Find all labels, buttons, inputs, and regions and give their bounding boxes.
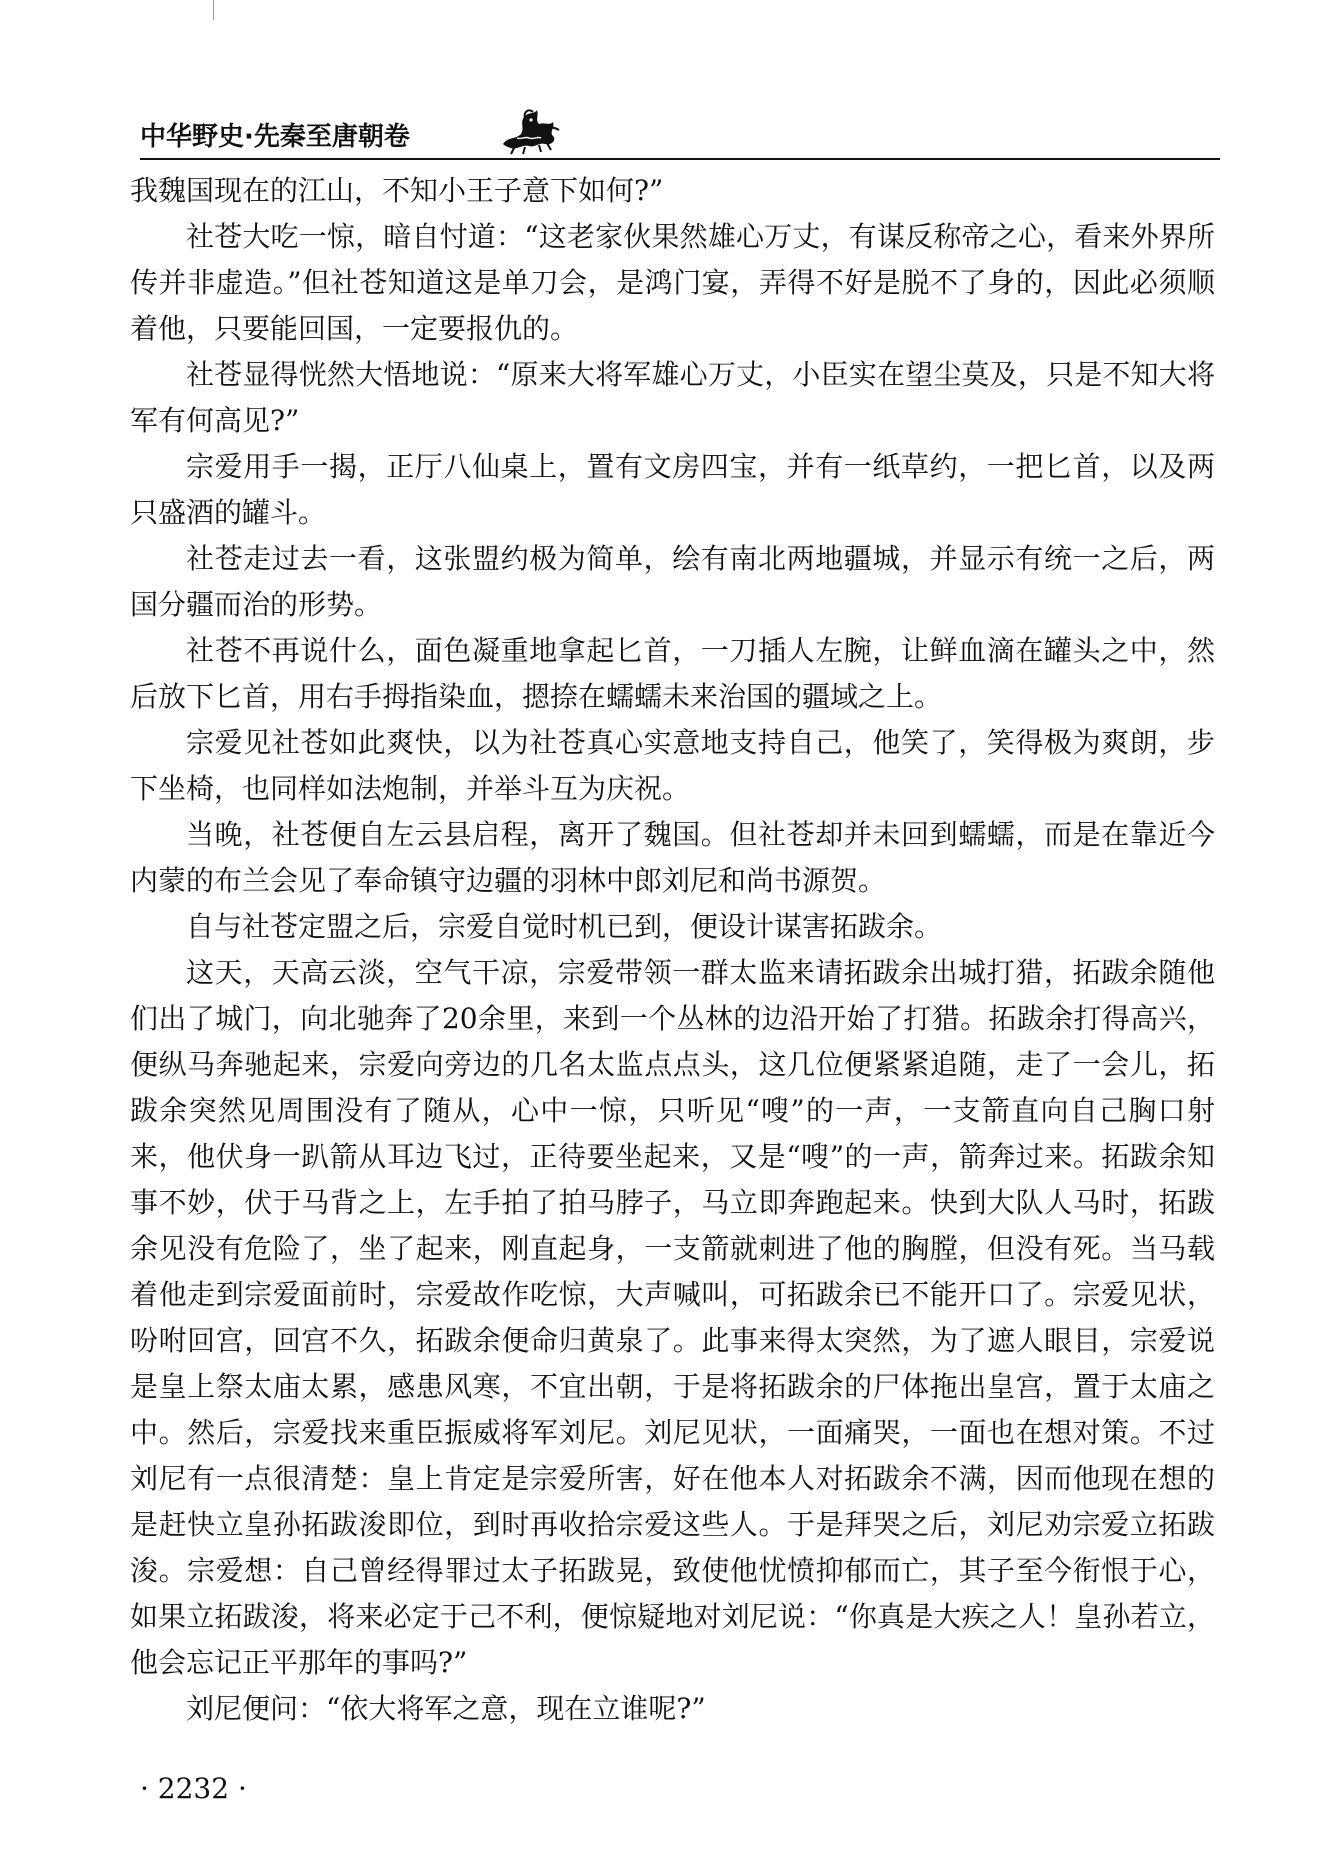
paragraph: 这天，天高云淡，空气干凉，宗爱带领一群太监来请拓跋余出城打猎，拓跋余随他们出了城门，向北驰奔了20余里，来到一个丛林的边沿开始了打猎。拓跋余打得高兴，便纵马奔驰起来，宗爱向旁边的几名太监点点头，这几位便紧紧追随，走了一会儿，拓跋余突然见周围没有了随从，心中一惊，只听见“嗖”的一声，一支箭直向自己胸口射来，他伏身一趴箭从耳边飞过，正待要坐起来，又是“嗖”的一声，箭奔过来。拓跋余知事不妙，伏于马背之上，左手拍了拍马脖子，马立即奔跑起来。快到大队人马时，拓跋余见没有危险了，坐了起来，刚直起身，一支箭就刺进了他的胸膛，但没有死。当马载着他走到宗爱面前时，宗爱故作吃惊，大声喊叫，可拓跋余已不能开口了。宗爱见状，吩咐回宫，回宫不久，拓跋余便命归黄泉了。此事来得太突然，为了遮人眼目，宗爱说是皇上祭太庙太累，感患风寒，不宜出朝，于是将拓跋余的尸体拖出皇宫，置于太庙之中。然后，宗爱找来重臣振威将军刘尼。刘尼见状，一面痛哭，一面也在想对策。不过刘尼有一点很清楚：皇上肯定是宗爱所害，好在他本人对拓跋余不满，因而他现在想的是赶快立皇孙拓跋浚即位，到时再收拾宗爱这些人。于是拜哭之后，刘尼劝宗爱立拓跋浚。宗爱想：自己曾经得罪过太子拓跋晃，致使他忧愤抑郁而亡，其子至今衔恨于心，如果立拓跋浚，将来必定于己不利，便惊疑地对刘尼说：“你真是大疾之人！皇孙若立，他会忘记正平那年的事吗?” (130, 956, 1215, 1679)
paragraph: 社苍走过去一看，这张盟约极为简单，绘有南北两地疆城，并显示有统一之后，两国分疆而治的形势。 (130, 542, 1215, 621)
paragraph: 刘尼便问：“依大将军之意，现在立谁呢?” (186, 1692, 706, 1725)
paragraph: 自与社苍定盟之后，宗爱自觉时机已到，便设计谋害拓跋余。 (186, 910, 943, 943)
paragraph: 当晚，社苍便自左云县启程，离开了魏国。但社苍却并未回到蠕蠕，而是在靠近今内蒙的布兰会见了奉命镇守边疆的羽林中郎刘尼和尚书源贺。 (130, 818, 1215, 897)
dragon-emblem-icon (495, 106, 565, 156)
crop-mark (213, 0, 214, 20)
paragraph: 宗爱用手一揭，正厅八仙桌上，置有文房四宝，并有一纸草约，一把匕首，以及两只盛酒的罐斗。 (130, 450, 1215, 529)
header-divider (140, 158, 1220, 160)
paragraph: 社苍大吃一惊，暗自忖道：“这老家伙果然雄心万丈，有谋反称帝之心，看来外界所传并非虚造。”但社苍知道这是单刀会，是鸿门宴，弄得不好是脱不了身的，因此必须顺着他，只要能回国，一定要报仇的。 (130, 220, 1215, 345)
body-text (130, 168, 1215, 1732)
paragraph: 宗爱见社苍如此爽快，以为社苍真心实意地支持自己，他笑了，笑得极为爽朗，步下坐椅，也同样如法炮制，并举斗互为庆祝。 (130, 726, 1215, 805)
page-number: · 2232 · (140, 1772, 247, 1805)
paragraph: 我魏国现在的江山，不知小王子意下如何?” (130, 174, 664, 207)
book-title: 中华野史·先秦至唐朝卷 (140, 122, 410, 152)
running-header (140, 108, 1220, 160)
paragraph: 社苍显得恍然大悟地说：“原来大将军雄心万丈，小臣实在望尘莫及，只是不知大将军有何高见?” (130, 358, 1215, 437)
paragraph: 社苍不再说什么，面色凝重地拿起匕首，一刀插人左腕，让鲜血滴在罐头之中，然后放下匕首，用右手拇指染血，摁捺在蠕蠕未来治国的疆域之上。 (130, 634, 1215, 713)
